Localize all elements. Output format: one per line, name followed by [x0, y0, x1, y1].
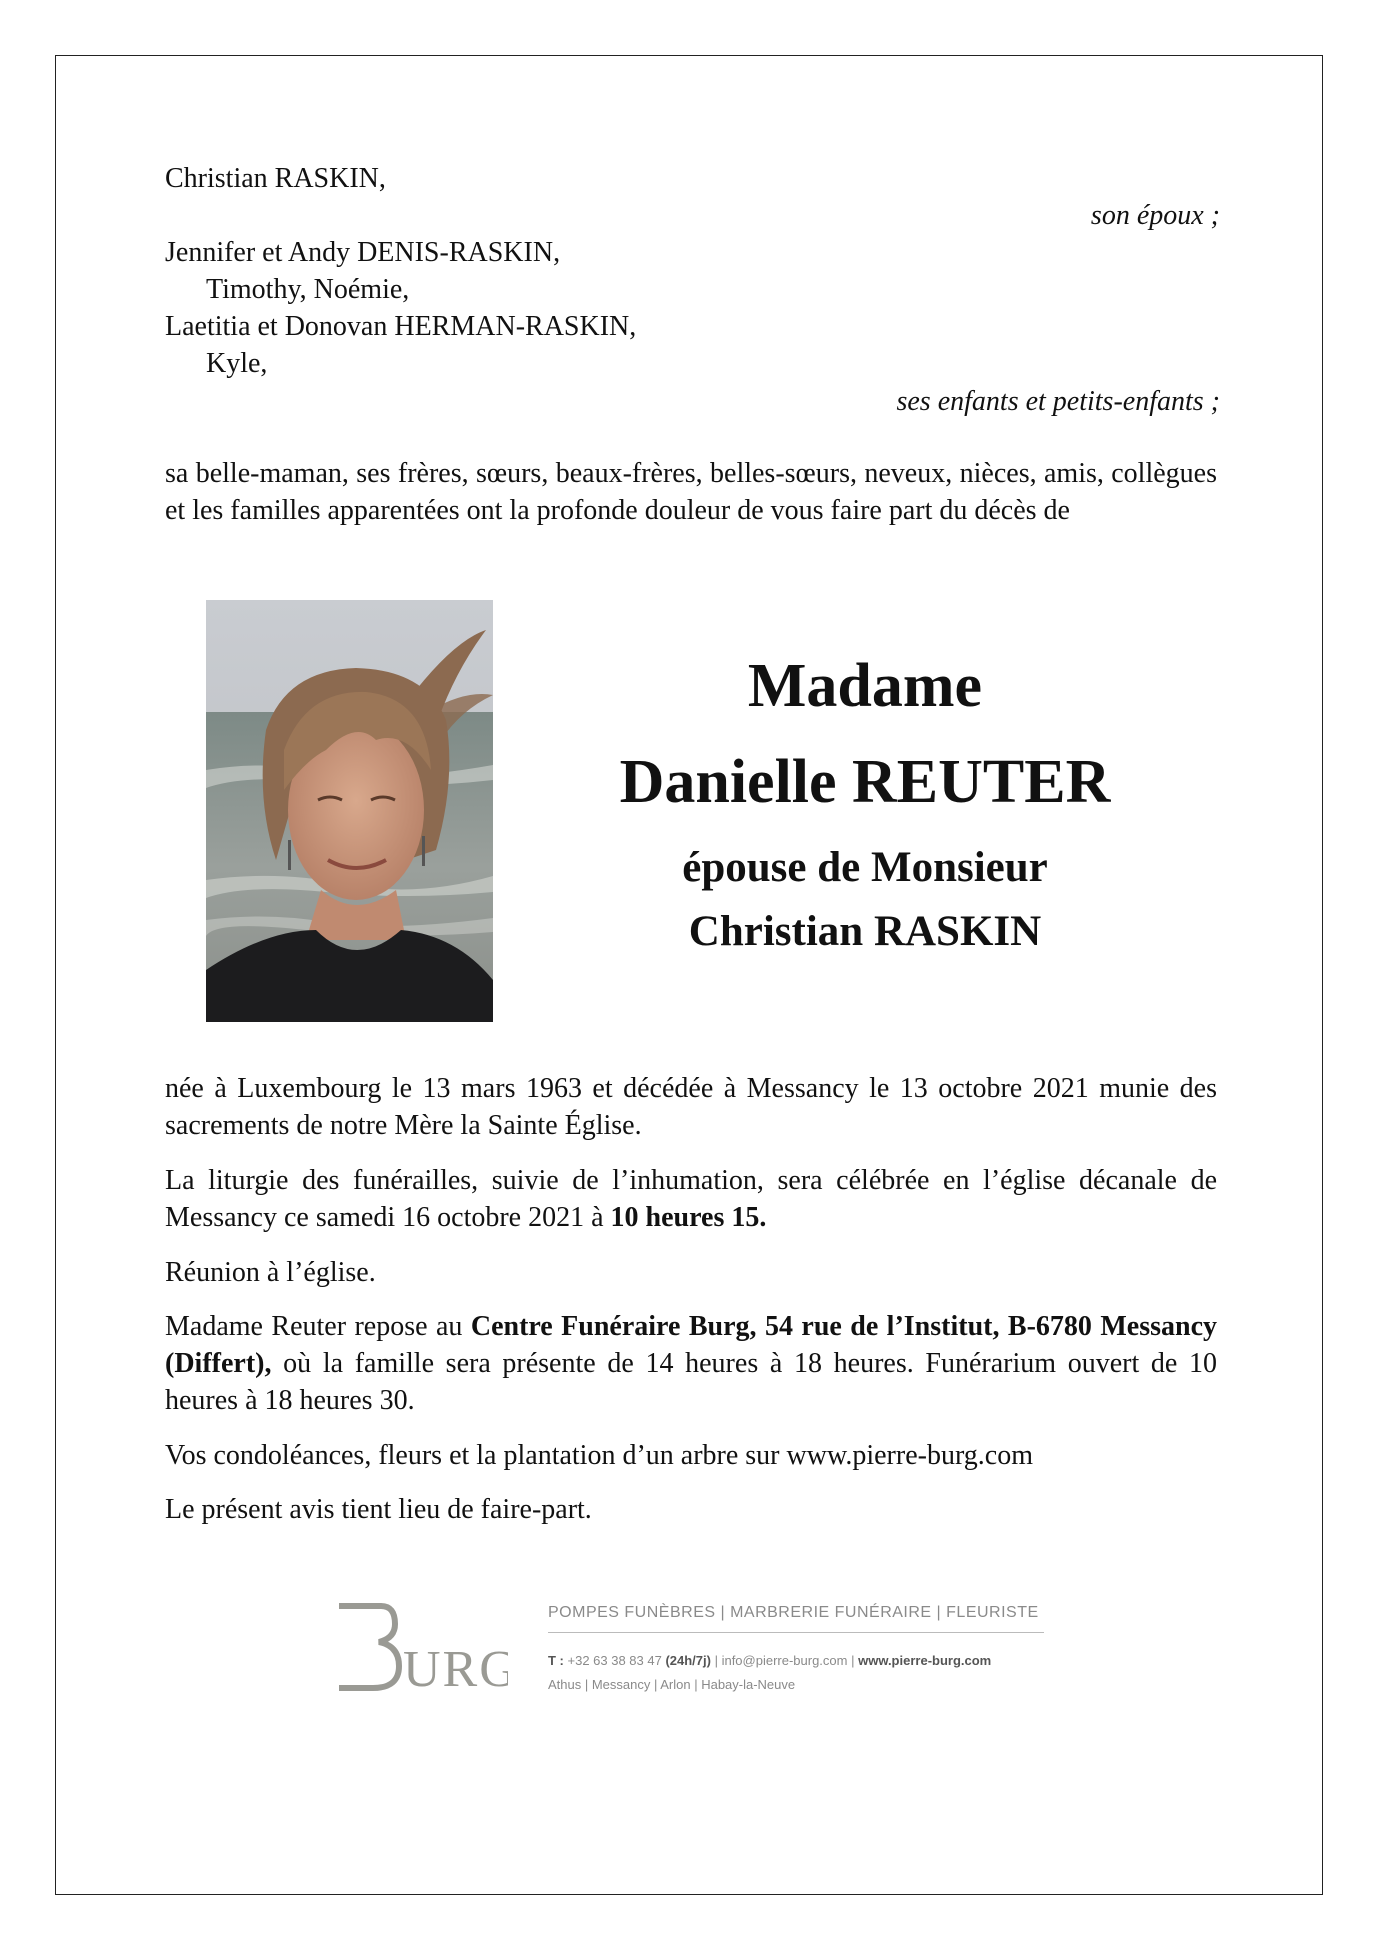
svg-text:URG: URG	[403, 1641, 508, 1694]
meeting-paragraph: Réunion à l’église.	[165, 1257, 376, 1288]
family-line-grandchildren-1: Timothy, Noémie,	[206, 274, 410, 305]
notice-paragraph: Le présent avis tient lieu de faire-part.	[165, 1494, 592, 1525]
footer-divider	[548, 1632, 1044, 1633]
website-link[interactable]: www.pierre-burg.com	[858, 1653, 992, 1668]
burg-logo	[333, 1598, 508, 1699]
birth-death-paragraph: née à Luxembourg le 13 mars 1963 et décédée à Messancy le 13 octobre 2021 munie des sacrements de notre Mère la Sainte Église.	[165, 1073, 1217, 1141]
rest-hours: où la famille sera présente de 14 heures à 18 heures. Funérarium ouvert de 10 heures à 18 heures 30.	[165, 1348, 1217, 1416]
deceased-spouse: Christian RASKIN	[688, 908, 1042, 955]
email-link[interactable]: | info@pierre-burg.com |	[710, 1653, 859, 1668]
family-line-children-2: Laetitia et Donovan HERMAN-RASKIN,	[165, 311, 637, 342]
rest-place: Centre Funéraire Burg, 54 rue de l’Institut, B-6780 Messancy (Differt),	[165, 1311, 1217, 1379]
role-children: ses enfants et petits-enfants ;	[896, 386, 1220, 417]
footer-locations: Athus | Messancy | Arlon | Habay-la-Neuve	[548, 1677, 796, 1692]
phone-hours: (24h/7j)	[665, 1653, 711, 1668]
condolences-paragraph: Vos condoléances, fleurs et la plantation d’un arbre sur www.pierre-burg.com	[165, 1440, 1033, 1471]
phone-label: T :	[548, 1653, 564, 1668]
liturgy-text: La liturgie des funérailles, suivie de l’inhumation, sera célébrée en l’église décanale de Messancy ce samedi 16 octobre 2021 à	[165, 1165, 1217, 1233]
rest-paragraph	[165, 1308, 1217, 1419]
deceased-relation: épouse de Monsieur	[682, 844, 1048, 891]
family-line-grandchildren-2: Kyle,	[206, 348, 268, 379]
liturgy-time: 10 heures 15.	[610, 1202, 767, 1233]
phone-number[interactable]: +32 63 38 83 47	[563, 1653, 666, 1668]
family-line-spouse: Christian RASKIN,	[165, 163, 386, 194]
footer-contact	[548, 1653, 991, 1668]
deceased-name: Danielle REUTER	[619, 748, 1111, 816]
portrait-photo	[206, 600, 493, 1022]
intro-paragraph: sa belle-maman, ses frères, sœurs, beaux-frères, belles-sœurs, neveux, nièces, amis, collègues et les familles apparentées ont la profonde douleur de vous faire part du décès de	[165, 458, 1217, 526]
family-line-children-1: Jennifer et Andy DENIS-RASKIN,	[165, 237, 561, 268]
footer-services: POMPES FUNÈBRES | MARBRERIE FUNÉRAIRE | FLEURISTE	[548, 1604, 1039, 1621]
rest-intro: Madame Reuter repose au	[165, 1311, 471, 1342]
liturgy-paragraph	[165, 1162, 1217, 1236]
role-spouse: son époux ;	[1090, 200, 1220, 231]
deceased-honorific: Madame	[747, 652, 983, 720]
